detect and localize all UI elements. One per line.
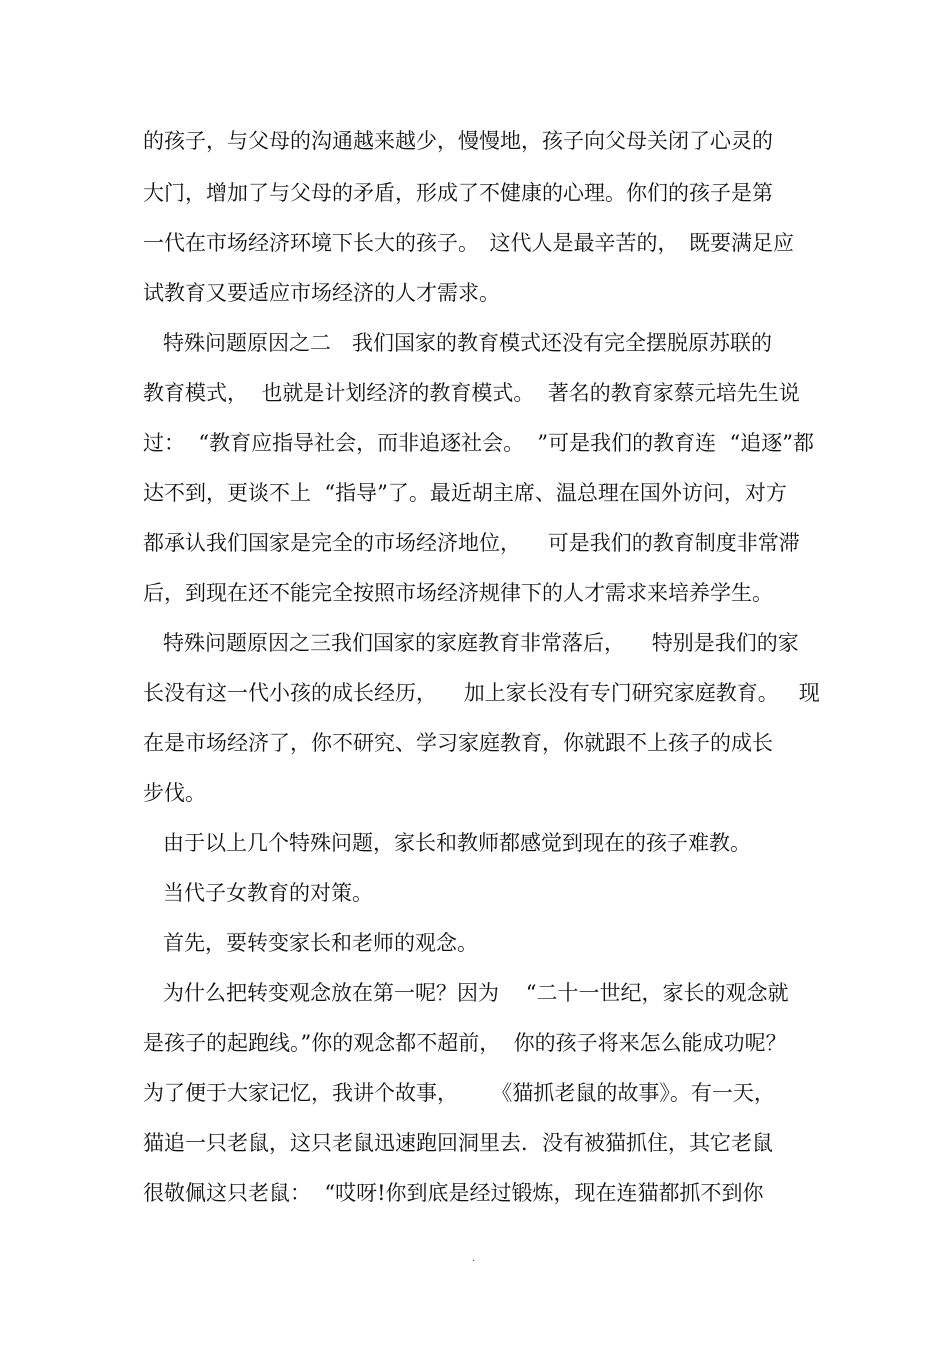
text-line: 过： “教育应指导社会，而非追逐社会。 ”可是我们的教育连 “追逐”都 [143,431,814,455]
text-line: 达不到，更谈不上 “指导”了。最近胡主席、温总理在国外访问，对方 [143,481,787,505]
text-line: 很敬佩这只老鼠： “哎呀!你到底是经过锻炼，现在连猫都抓不到你 [143,1181,764,1205]
text-line: 为什么把转变观念放在第一呢？因为 “二十一世纪，家长的观念就 [143,981,789,1005]
text-line: 首先，要转变家长和老师的观念。 [143,931,479,955]
text-line: 由于以上几个特殊问题，家长和教师都感觉到现在的孩子难教。 [143,831,752,855]
text-line: 都承认我们国家是完全的市场经济地位， 可是我们的教育制度非常滞 [143,531,800,555]
text-line: 一代在市场经济环境下长大的孩子。 这代人是最辛苦的， 既要满足应 [143,231,794,255]
text-line: 特殊问题原因之二 我们国家的教育模式还没有完全摆脱原苏联的 [143,331,773,355]
text-line: 是孩子的起跑线。”你的观念都不超前， 你的孩子将来怎么能成功呢？ [143,1031,787,1055]
text-line: 的孩子，与父母的沟通越来越少，慢慢地，孩子向父母关闭了心灵的 [143,129,773,153]
text-line: 教育模式， 也就是计划经济的教育模式。 著名的教育家蔡元培先生说 [143,381,800,405]
text-line: 大门，增加了与父母的矛盾，形成了不健康的心理。你们的孩子是第 [143,181,773,205]
footer-mark: . [472,1253,476,1264]
text-line: 猫追一只老鼠，这只老鼠迅速跑回洞里去．没有被猫抓住，其它老鼠 [143,1131,773,1155]
text-line: 在是市场经济了，你不研究、学习家庭教育，你就跟不上孩子的成长 [143,731,773,755]
text-line: 试教育又要适应市场经济的人才需求。 [143,281,500,305]
text-line: 步伐。 [143,781,206,805]
text-line: 为了便于大家记忆，我讲个故事， 《猫抓老鼠的故事》。有一天， [143,1081,775,1105]
text-line: 后，到现在还不能完全按照市场经济规律下的人才需求来培养学生。 [143,581,773,605]
text-line: 特殊问题原因之三我们国家的家庭教育非常落后， 特别是我们的家 [143,631,799,655]
text-line: 当代子女教育的对策。 [143,881,374,905]
text-line: 长没有这一代小孩的成长经历， 加上家长没有专门研究家庭教育。 现 [143,681,820,705]
